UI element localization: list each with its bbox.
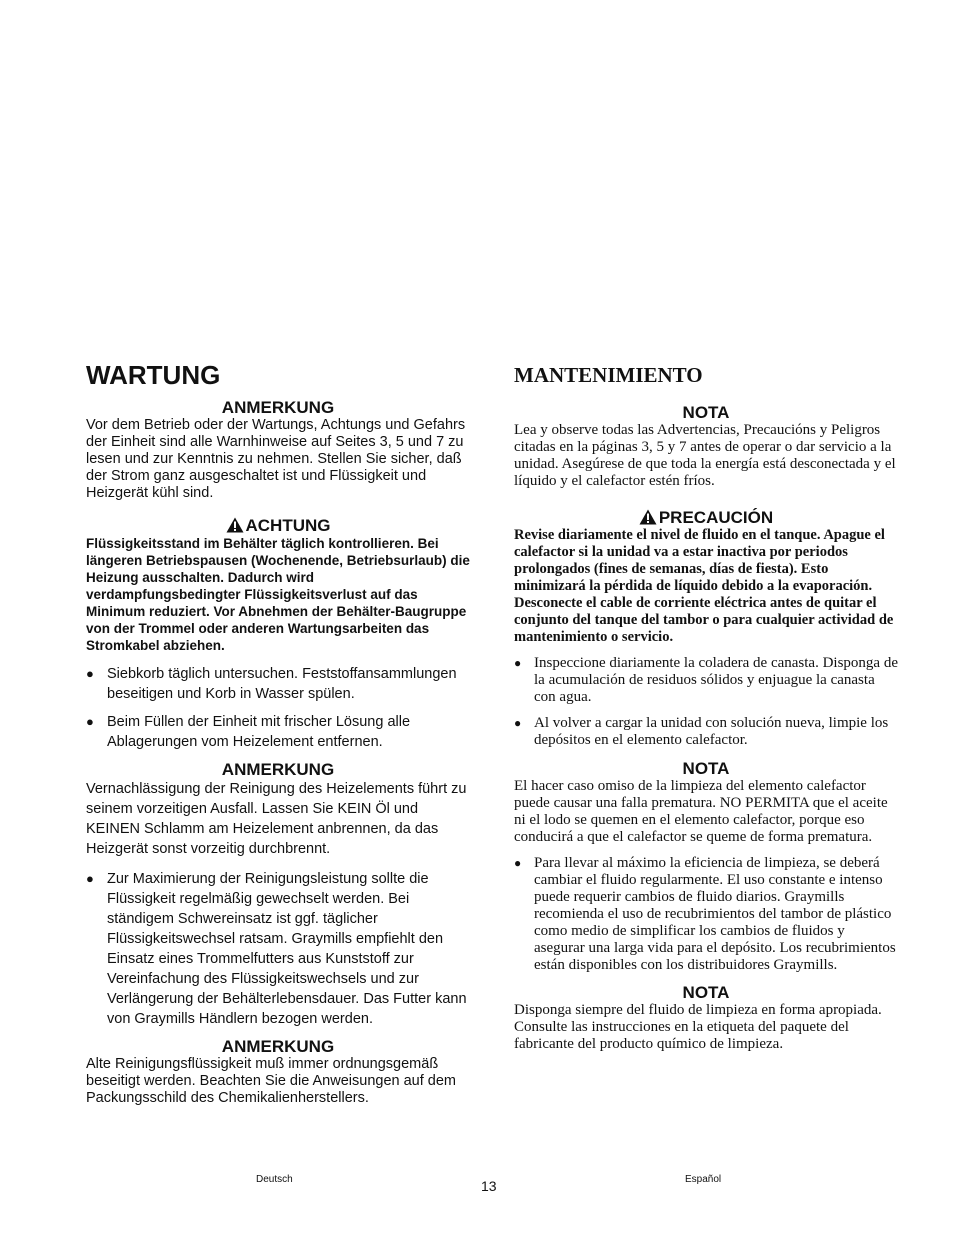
- spanish-bullet-list-1: [514, 655, 898, 749]
- german-note3-label: ANMERKUNG: [221, 1037, 335, 1056]
- german-note2-label: ANMERKUNG: [221, 760, 335, 779]
- list-item: [86, 664, 470, 704]
- german-caution-heading: [86, 516, 470, 535]
- spanish-note2-label: NOTA: [682, 759, 730, 778]
- spanish-note1-label: NOTA: [682, 403, 730, 422]
- german-note1-text: Vor dem Betrieb oder der Wartungs, Achtungs und Gefahrs der Einheit sind alle Warnhinweise auf Seites 3, 5 und 7 zu lesen und zur Kenntnis zu nehmen. Stellen Sie sicher, daß der Strom ganz ausgeschaltet ist und Flüssigkeit und Heizgerät kühl sind.: [86, 417, 466, 501]
- spanish-note3-label: NOTA: [682, 983, 730, 1002]
- spanish-bullet-list-2: [514, 855, 898, 974]
- list-item-text: Siebkorb täglich untersuchen. Feststoffansammlungen beseitigen und Korb in Wasser spülen.: [107, 666, 457, 702]
- warning-triangle-icon: [639, 509, 657, 525]
- bullet-icon: ●: [86, 714, 94, 729]
- german-note1-label: ANMERKUNG: [221, 398, 335, 417]
- list-item: [514, 655, 898, 706]
- list-item-text: Beim Füllen der Einheit mit frischer Lösung alle Ablagerungen vom Heizelement entfernen.: [107, 714, 411, 750]
- footer-language-german: Deutsch: [256, 1174, 293, 1185]
- spanish-title: MANTENIMIENTO: [514, 363, 703, 387]
- spanish-note3-text: Disponga siempre del fluido de limpieza en forma apropiada. Consulte las instrucciones en la etiqueta del paquete del fabricante del producto químico de limpieza.: [514, 1002, 882, 1052]
- spanish-caution-heading: [514, 508, 898, 527]
- spanish-column: [514, 358, 898, 1053]
- list-item-text: Inspeccione diariamente la coladera de canasta. Disponga de la acumulación de residuos sólidos y enjuague la canasta con agua.: [534, 655, 898, 705]
- footer-language-spanish: Español: [685, 1174, 722, 1185]
- german-note3-text: Alte Reinigungsflüssigkeit muß immer ordnungsgemäß beseitigt werden. Beachten Sie die Anweisungen auf dem Packungsschild des Chemikalienherstellers.: [86, 1056, 456, 1106]
- german-column: [86, 358, 470, 1107]
- spanish-caution-text: Revise diariamente el nivel de fluido en el tanque. Apague el calefactor si la unidad va a estar inactiva por periodos prolongados (fines de semanas, días de fiesta). Esto minimizará la pérdida de líquido debido a la evaporación. Desconecte el cable de corriente eléctrica antes de quitar el conjunto del tanque del tambor o para cualquier actividad de mantenimiento o servicio.: [514, 527, 894, 645]
- page-number: 13: [481, 1178, 497, 1194]
- german-bullet-list-1: [86, 664, 470, 752]
- list-item: [86, 869, 470, 1029]
- german-title: WARTUNG: [86, 360, 221, 390]
- bullet-icon: ●: [514, 656, 522, 670]
- list-item-text: Zur Maximierung der Reinigungsleistung sollte die Flüssigkeit regelmäßig gewechselt werden. Bei ständigem Schwereinsatz ist ggf. täglicher Flüssigkeitswechsel ratsam. Graymills empfiehlt den Einsatz eines Trommelfutters aus Kunststoff zur Vereinfachung des Flüssigkeitswechsels und zur Verlängerung der Behälterlebensdauer. Das Futter kann von Graymills Händlern bezogen werden.: [107, 871, 467, 1027]
- spanish-note1-text: Lea y observe todas las Advertencias, Precaucións y Peligros citadas en la páginas 3, 5 y 7 antes de operar o dar servicio a la unidad. Asegúrese de que toda la energía está desconectada y el líquido y el calefactor estén fríos.: [514, 422, 896, 489]
- bullet-icon: ●: [514, 716, 522, 730]
- list-item: [514, 855, 898, 974]
- list-item-text: Para llevar al máximo la eficiencia de limpieza, se deberá cambiar el fluido regularmente. El uso constante e intenso puede requerir cambios de fluido diarios. Graymills recomienda el uso de recubrimientos del tambor de plástico como medio de simplificar los cambios de fluidos y asegurar una larga vida para el depósito. Los recubrimientos están disponibles con los distribuidores Graymills.: [534, 855, 896, 973]
- spanish-note2-text: El hacer caso omiso de la limpieza del elemento calefactor puede causar una falla prematura. NO PERMITA que el aceite ni el lodo se quemen en el elemento calefactor, porque eso conducirá a que el calefactor se queme de forma prematura.: [514, 778, 888, 845]
- german-caution-label: ACHTUNG: [245, 516, 331, 535]
- german-note2-text: Vernachlässigung der Reinigung des Heizelements führt zu seinem vorzeitigen Ausfall. Lassen Sie KEIN Öl und KEINEN Schlamm am Heizelement anbrennen, da das Heizgerät sonst vorzeitig durchbrennt.: [86, 781, 467, 857]
- spanish-caution-label: PRECAUCIÓN: [658, 508, 774, 527]
- list-item-text: Al volver a cargar la unidad con solución nueva, limpie los depósitos en el elemento calefactor.: [534, 715, 889, 748]
- list-item: [514, 715, 898, 749]
- warning-triangle-icon: [226, 517, 244, 533]
- bullet-icon: ●: [86, 871, 94, 886]
- german-caution-text: Flüssigkeitsstand im Behälter täglich kontrollieren. Bei längeren Betriebspausen (Wochenende, Betriebsurlaub) die Heizung ausschalten. Dadurch wird verdampfungsbedingter Flüssigkeitsverlust auf das Minimum reduziert. Vor Abnehmen der Behälter-Baugruppe von der Trommel oder anderen Wartungsarbeiten das Stromkabel abziehen.: [86, 536, 470, 653]
- german-bullet-list-2: [86, 869, 470, 1029]
- bullet-icon: ●: [514, 856, 522, 870]
- bullet-icon: ●: [86, 666, 94, 681]
- list-item: [86, 712, 470, 752]
